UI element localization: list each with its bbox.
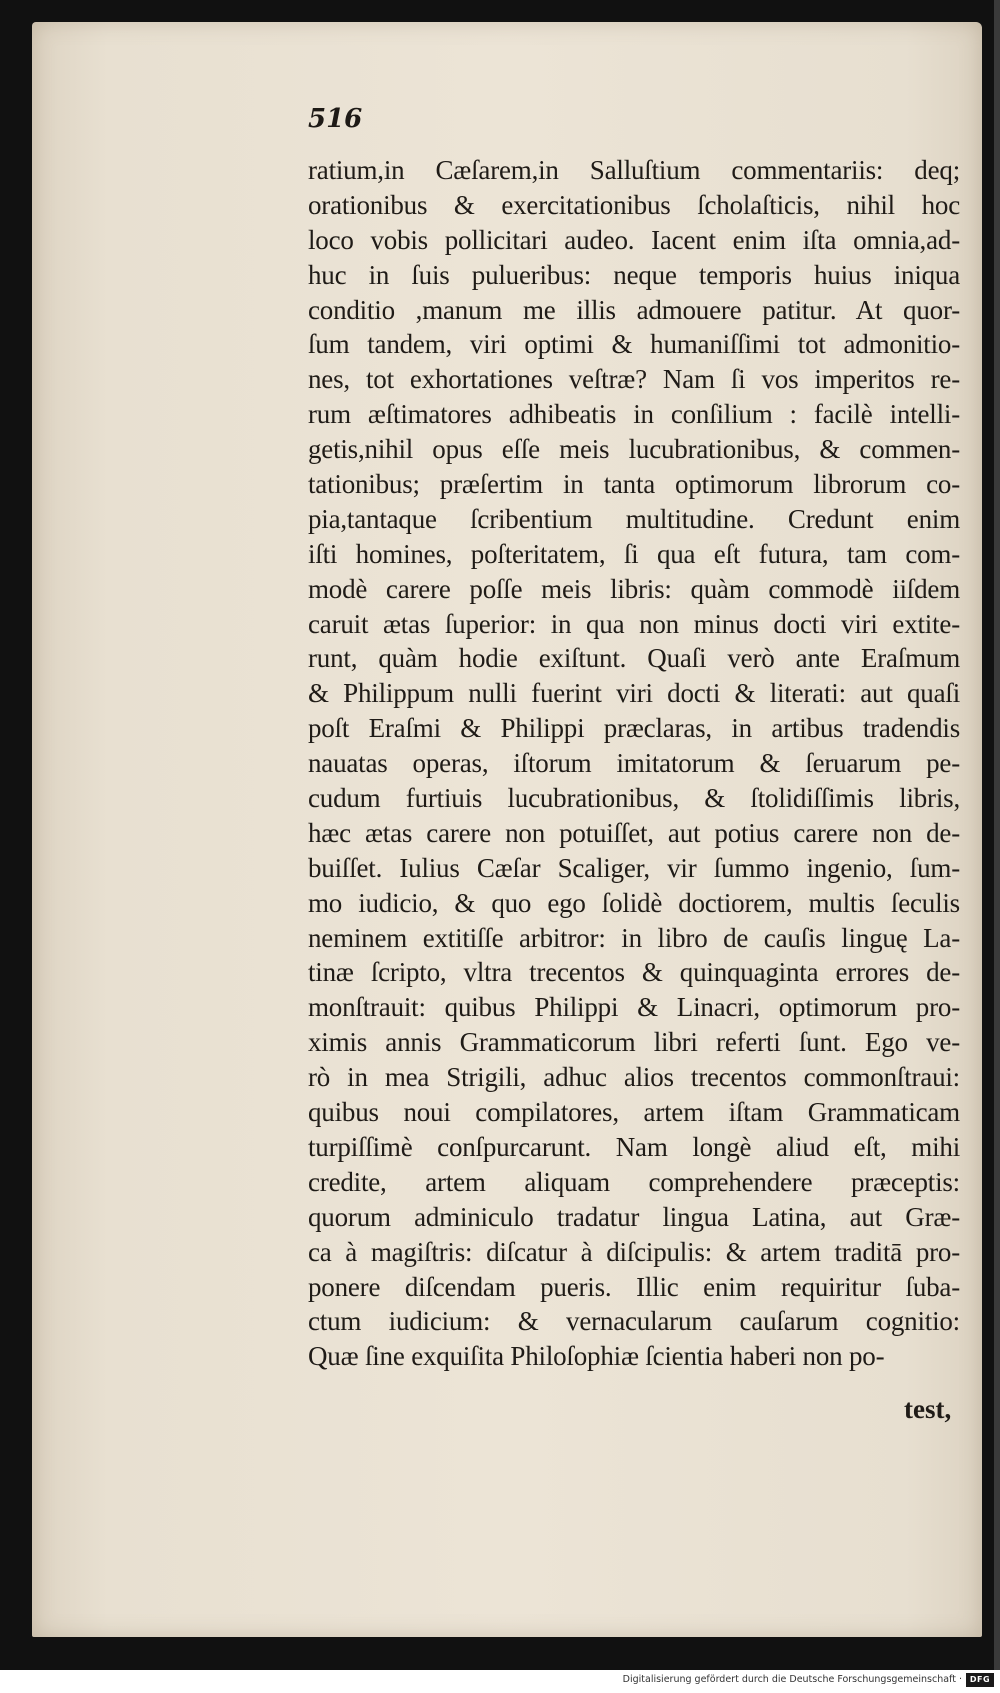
text-line: quibus noui compilatores, artem iſtam Grammaticam	[308, 1097, 960, 1128]
text-line: rò in mea Strigili, adhuc alios trecentos commonſtraui:	[308, 1062, 960, 1093]
text-line: getis,nihil opus eſſe meis lucubrationibus, & commen-	[308, 434, 960, 465]
text-line: loco vobis pollicitari audeo. Iacent enim iſta omnia,ad-	[308, 224, 960, 255]
text-line: orationibus & exercitationibus ſcholaſticis, nihil hoc	[308, 189, 960, 220]
text-line: caruit ætas ſuperior: in qua non minus docti viri extite-	[308, 608, 960, 639]
dfg-logo: DFG	[966, 1673, 994, 1687]
body-text	[308, 153, 960, 1374]
text-line: nauatas operas, iſtorum imitatorum & ſeruarum pe-	[308, 748, 960, 779]
text-line: cudum furtiuis lucubrationibus, & ſtolidiſſimis libris,	[308, 783, 960, 814]
text-line: buiſſet. Iulius Cæſar Scaliger, vir ſummo ingenio, ſum-	[308, 852, 960, 883]
text-line: ponere diſcendam pueris. Illic enim requiritur ſuba-	[308, 1271, 960, 1302]
footer-credit: Digitalisierung gefördert durch die Deutsche Forschungsgemeinschaft ·	[622, 1674, 962, 1685]
text-line: tationibus; præſertim in tanta optimorum librorum co-	[308, 469, 960, 500]
text-line: iſti homines, poſteritatem, ſi qua eſt futura, tam com-	[308, 538, 960, 569]
catchword: test,	[904, 1394, 952, 1424]
text-line: rum æſtimatores adhibeatis in conſilium : facilè intelli-	[308, 399, 960, 430]
text-line: pia,tantaque ſcribentium multitudine. Credunt enim	[308, 503, 960, 534]
text-line: runt, quàm hodie exiſtunt. Quaſi verò ante Eraſmum	[308, 643, 960, 674]
text-line: tinæ ſcripto, vltra trecentos & quinquaginta errores de-	[308, 957, 960, 988]
text-line: & Philippum nulli fuerint viri docti & literati: aut quaſi	[308, 678, 960, 709]
text-line: credite, artem aliquam comprehendere præceptis:	[308, 1166, 960, 1197]
text-line: ca à magiſtris: diſcatur à diſcipulis: & artem traditā pro-	[308, 1236, 960, 1267]
text-line: nes, tot exhortationes veſtræ? Nam ſi vos imperitos re-	[308, 364, 960, 395]
text-line: mo iudicio, & quo ego ſolidè doctiorem, multis ſeculis	[308, 887, 960, 918]
scan-edge	[994, 0, 1000, 1670]
text-line: ratium,in Cæſarem,in Salluſtium commentariis: deq;	[308, 155, 960, 185]
text-line: conditio ,manum me illis admouere patitur. At quor-	[308, 294, 960, 325]
footer-bar	[0, 1670, 1000, 1693]
text-line: Quæ ſine exquiſita Philoſophiæ ſcientia haberi non po-	[308, 1341, 885, 1372]
page-number: 516	[308, 104, 363, 134]
text-line: turpiſſimè conſpurcarunt. Nam longè aliud eſt, mihi	[308, 1131, 960, 1162]
text-line: ximis annis Grammaticorum libri referti ſunt. Ego ve-	[308, 1027, 960, 1058]
text-line: quorum adminiculo tradatur lingua Latina, aut Græ-	[308, 1201, 960, 1232]
text-line: poſt Eraſmi & Philippi præclaras, in artibus tradendis	[308, 713, 960, 744]
text-line: ſum tandem, viri optimi & humaniſſimi tot admonitio-	[308, 329, 960, 360]
text-line: hæc ætas carere non potuiſſet, aut potius carere non de-	[308, 817, 960, 848]
text-line: huc in ſuis pulueribus: neque temporis huius iniqua	[308, 259, 960, 290]
text-line: monſtrauit: quibus Philippi & Linacri, optimorum pro-	[308, 992, 960, 1023]
text-line: ctum iudicium: & vernacularum cauſarum cognitio:	[308, 1306, 960, 1337]
text-line: modè carere poſſe meis libris: quàm commodè iiſdem	[308, 573, 960, 604]
text-line: neminem extitiſſe arbitror: in libro de cauſis linguę La-	[308, 922, 960, 953]
